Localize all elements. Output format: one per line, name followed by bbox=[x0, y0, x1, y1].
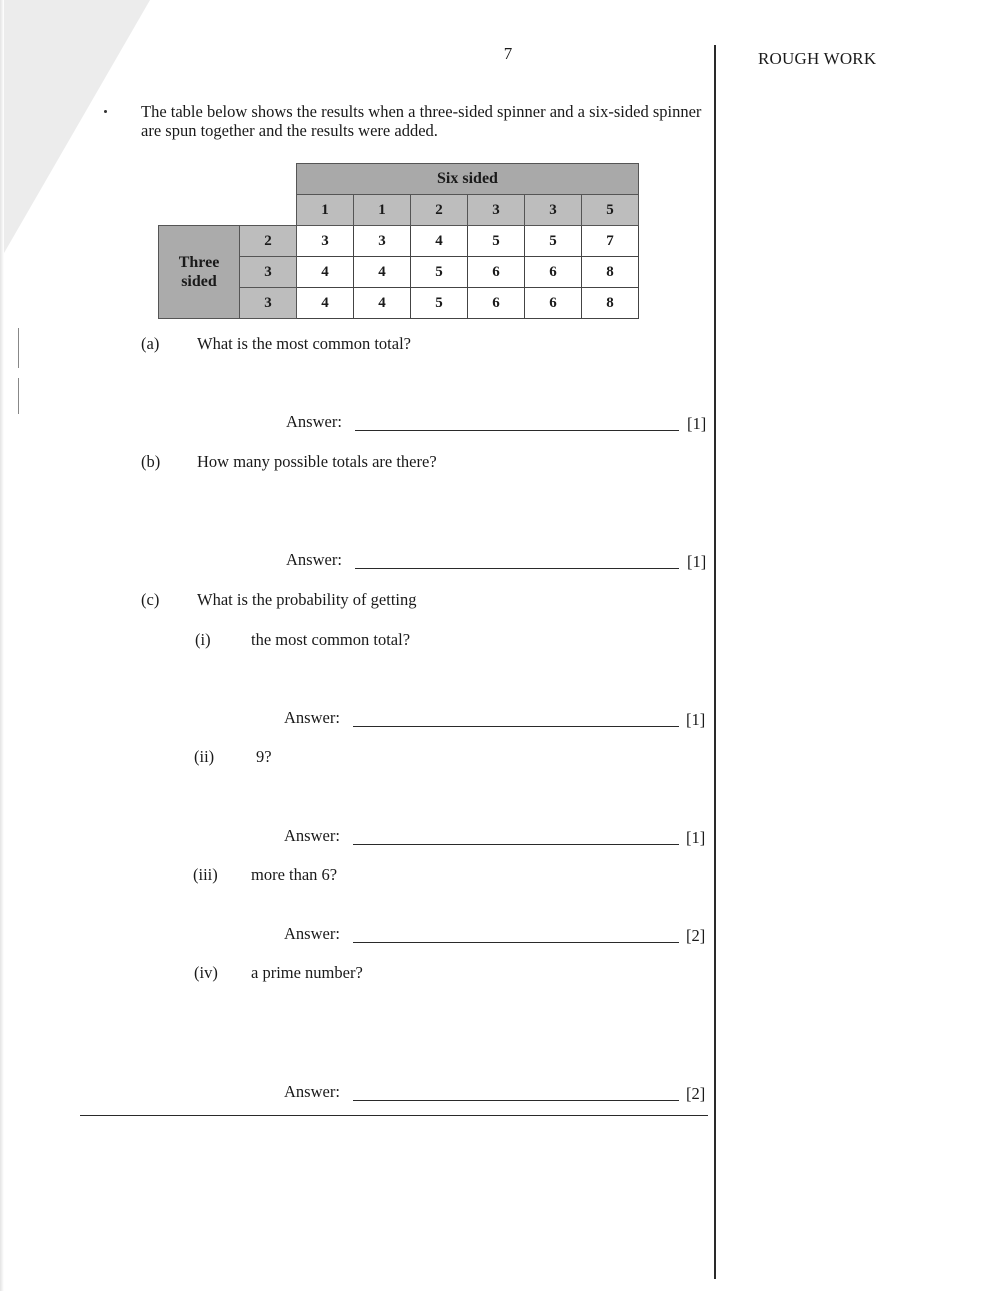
table-row bbox=[159, 226, 639, 257]
table-cell: 7 bbox=[582, 226, 639, 257]
question-c-i-label: (i) bbox=[195, 630, 211, 649]
rough-work-divider bbox=[714, 45, 716, 1279]
question-c-iii-text: more than 6? bbox=[251, 865, 338, 884]
question-c-iii-answer-line[interactable] bbox=[353, 942, 679, 943]
question-c-i-answer-label: Answer: bbox=[284, 708, 340, 727]
six-sided-value: 2 bbox=[411, 195, 468, 226]
table-header-row bbox=[159, 164, 639, 195]
table-cell: 5 bbox=[468, 226, 525, 257]
margin-mark bbox=[18, 378, 19, 414]
question-c-text: What is the probability of getting bbox=[197, 590, 417, 609]
table-cell: 6 bbox=[468, 257, 525, 288]
six-sided-value: 3 bbox=[468, 195, 525, 226]
table-cell: 6 bbox=[525, 257, 582, 288]
table-row bbox=[159, 195, 639, 226]
scan-page-edge bbox=[0, 0, 4, 1291]
six-sided-header: Six sided bbox=[297, 164, 639, 195]
question-b-marks: [1] bbox=[687, 552, 707, 571]
stray-mark bbox=[104, 110, 107, 113]
question-a-label: (a) bbox=[141, 334, 160, 353]
table-cell: 3 bbox=[354, 226, 411, 257]
question-c-i-answer-line[interactable] bbox=[353, 726, 679, 727]
question-c-ii-marks: [1] bbox=[686, 828, 706, 847]
question-a-answer-label: Answer: bbox=[286, 412, 342, 431]
scan-page-fold bbox=[0, 0, 150, 260]
question-c-ii-text: 9? bbox=[256, 747, 272, 766]
question-c-iv-label: (iv) bbox=[194, 963, 218, 982]
three-sided-label-line1: Three bbox=[178, 254, 220, 271]
question-c-ii-label: (ii) bbox=[194, 747, 215, 766]
table-cell: 8 bbox=[582, 288, 639, 319]
question-c-i-text: the most common total? bbox=[251, 630, 411, 649]
six-sided-value: 1 bbox=[354, 195, 411, 226]
table-cell: 4 bbox=[354, 288, 411, 319]
question-a-marks: [1] bbox=[687, 414, 707, 433]
question-c-iv-answer-line[interactable] bbox=[353, 1100, 679, 1101]
question-c-iv-marks: [2] bbox=[686, 1084, 706, 1103]
rough-work-heading: ROUGH WORK bbox=[758, 49, 877, 68]
six-sided-value: 1 bbox=[297, 195, 354, 226]
table-cell: 4 bbox=[354, 257, 411, 288]
question-c-i-marks: [1] bbox=[686, 710, 706, 729]
question-c-iv-answer-label: Answer: bbox=[284, 1082, 340, 1101]
question-c-iii-marks: [2] bbox=[686, 926, 706, 945]
question-b-answer-label: Answer: bbox=[286, 550, 342, 569]
question-c-iii-label: (iii) bbox=[193, 865, 218, 884]
question-a-answer-line[interactable] bbox=[355, 430, 679, 431]
table-cell: 5 bbox=[411, 288, 468, 319]
table-cell: 3 bbox=[297, 226, 354, 257]
question-c-ii-answer-label: Answer: bbox=[284, 826, 340, 845]
question-b-text: How many possible totals are there? bbox=[197, 452, 437, 471]
table-cell: 6 bbox=[468, 288, 525, 319]
six-sided-value: 5 bbox=[582, 195, 639, 226]
question-c-label: (c) bbox=[141, 590, 160, 609]
table-cell: 4 bbox=[411, 226, 468, 257]
table-cell: 5 bbox=[411, 257, 468, 288]
three-sided-value: 3 bbox=[240, 257, 297, 288]
three-sided-value: 2 bbox=[240, 226, 297, 257]
section-divider bbox=[80, 1115, 708, 1116]
page-number: 7 bbox=[503, 44, 513, 63]
question-b-answer-line[interactable] bbox=[355, 568, 679, 569]
question-c-ii-answer-line[interactable] bbox=[353, 844, 679, 845]
three-sided-value: 3 bbox=[240, 288, 297, 319]
question-intro: The table below shows the results when a three-sided spinner and a six-sided spinner are spun together and the results were added. bbox=[141, 102, 702, 140]
question-a-text: What is the most common total? bbox=[197, 334, 412, 353]
six-sided-value: 3 bbox=[525, 195, 582, 226]
question-b-label: (b) bbox=[141, 452, 161, 471]
table-cell: 6 bbox=[525, 288, 582, 319]
spinner-results-table bbox=[158, 163, 639, 319]
table-cell: 4 bbox=[297, 257, 354, 288]
three-sided-label-line2: sided bbox=[181, 273, 217, 290]
table-cell: 5 bbox=[525, 226, 582, 257]
question-c-iii-answer-label: Answer: bbox=[284, 924, 340, 943]
table-cell: 8 bbox=[582, 257, 639, 288]
margin-mark bbox=[18, 328, 19, 368]
question-c-iv-text: a prime number? bbox=[251, 963, 363, 982]
three-sided-header bbox=[159, 226, 240, 319]
table-cell: 4 bbox=[297, 288, 354, 319]
